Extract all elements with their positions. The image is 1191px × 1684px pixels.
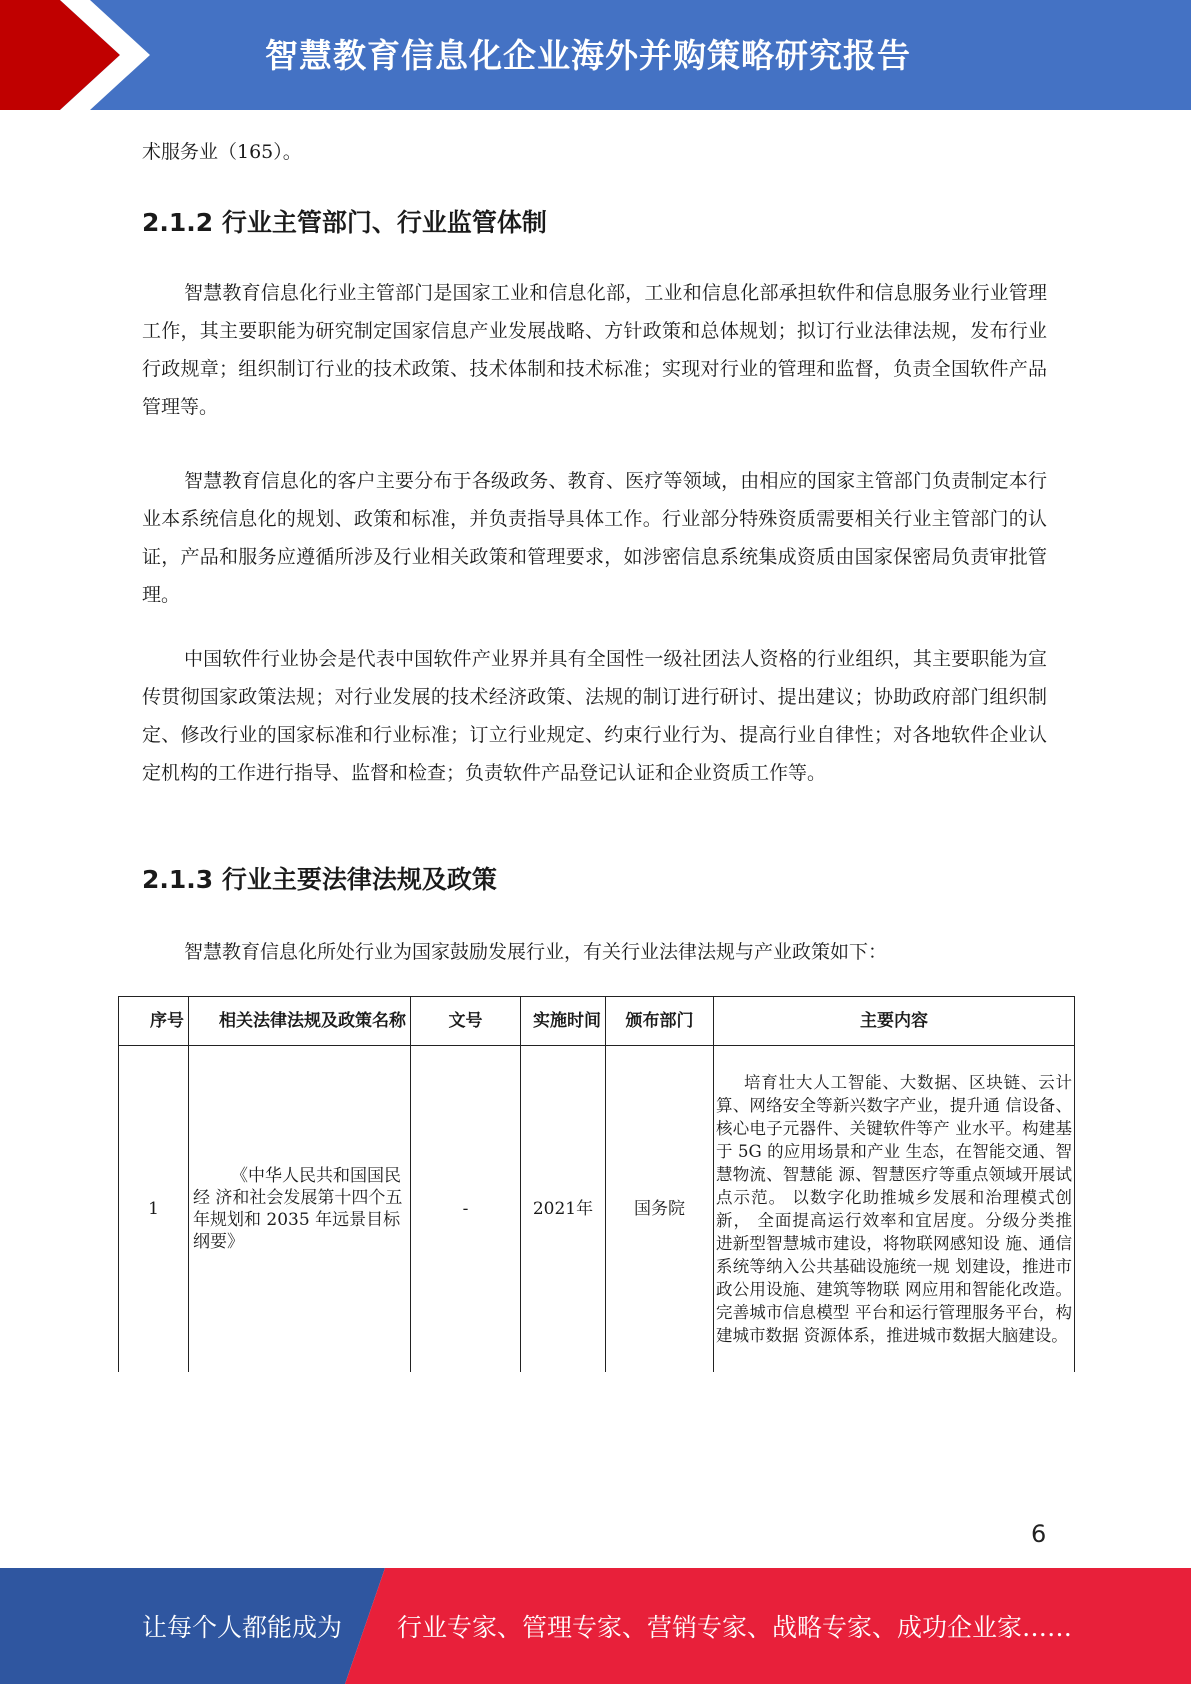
policy-table [118, 996, 1075, 1372]
header-dept: 颁布部门 [606, 997, 714, 1046]
cell-name: 《中华人民共和国国民经 济和社会发展第十四个五 年规划和 2035 年远景目标纲要》 [189, 1046, 411, 1373]
table-intro: 智慧教育信息化所处行业为国家鼓励发展行业，有关行业法律法规与产业政策如下： [184, 941, 888, 963]
table-header-row [119, 997, 1075, 1046]
table-row [119, 1046, 1075, 1373]
cell-dept: 国务院 [606, 1046, 714, 1373]
page-number: 6 [1031, 1520, 1047, 1548]
header-doc-no: 文号 [411, 997, 521, 1046]
cell-doc-no: - [411, 1046, 521, 1373]
lead-line: 术服务业（165）。 [142, 141, 302, 163]
cell-content: 培育壮大人工智能、大数据、区块链、云计算、网络安全等新兴数字产业，提升通 信设备、核心电子元器件、关键软件等产 业水平。构建基于 5G 的应用场景和产业 生态，在智能交通、智慧物流、智慧能 源、智慧医疗等重点领域开展试点示范。 以数字化助推城乡发展和治理模式创新， 全面提高运行效率和宜居度。分级分类推 进新型智慧城市建设，将物联网感知设 施、通信系统等纳入公共基础设施统一规 划建设，推进市政公用设施、建筑等物联 网应用和智能化改造。完善城市信息模型 平台和运行管理服务平台，构建城市数据 资源体系，推进城市数据大脑建设。 [714, 1046, 1075, 1373]
paragraph: 智慧教育信息化的客户主要分布于各级政务、教育、医疗等领域，由相应的国家主管部门负责制定本行业本系统信息化的规划、政策和标准，并负责指导具体工作。行业部分特殊资质需要相关行业主管部门的认证，产品和服务应遵循所涉及行业相关政策和管理要求，如涉密信息系统集成资质由国家保密局负责审批管理。 [142, 470, 1047, 606]
chevron-logo-icon [0, 0, 150, 110]
page-footer [0, 1568, 1191, 1684]
paragraph: 智慧教育信息化行业主管部门是国家工业和信息化部，工业和信息化部承担软件和信息服务业行业管理工作，其主要职能为研究制定国家信息产业发展战略、方针政策和总体规划；拟订行业法律法规，发布行业行政规章；组织制订行业的技术政策、技术体制和技术标准；实现对行业的管理和监督，负责全国软件产品管理等。 [142, 282, 1047, 418]
section-heading-2-1-2: 2.1.2 行业主管部门、行业监管体制 [142, 208, 547, 237]
footer-slogan-left: 让每个人都能成为 [142, 1613, 343, 1642]
cell-index: 1 [119, 1046, 189, 1373]
paragraph: 中国软件行业协会是代表中国软件产业界并具有全国性一级社团法人资格的行业组织，其主要职能为宣传贯彻国家政策法规；对行业发展的技术经济政策、法规的制订进行研讨、提出建议；协助政府部门组织制定、修改行业的国家标准和行业标准；订立行业规定、约束行业行为、提高行业自律性；对各地软件企业认定机构的工作进行指导、监督和检查；负责软件产品登记认证和企业资质工作等。 [142, 648, 1047, 784]
header-name: 相关法律法规及政策名称 [189, 997, 411, 1046]
header-content: 主要内容 [714, 997, 1075, 1046]
header-index: 序号 [119, 997, 189, 1046]
cell-date: 2021年 [521, 1046, 606, 1373]
page-header [0, 0, 1191, 110]
report-title: 智慧教育信息化企业海外并购策略研究报告 [265, 36, 911, 75]
footer-slogan-right: 行业专家、管理专家、营销专家、战略专家、成功企业家…… [397, 1613, 1073, 1642]
header-date: 实施时间 [521, 997, 606, 1046]
section-heading-2-1-3: 2.1.3 行业主要法律法规及政策 [142, 865, 497, 894]
